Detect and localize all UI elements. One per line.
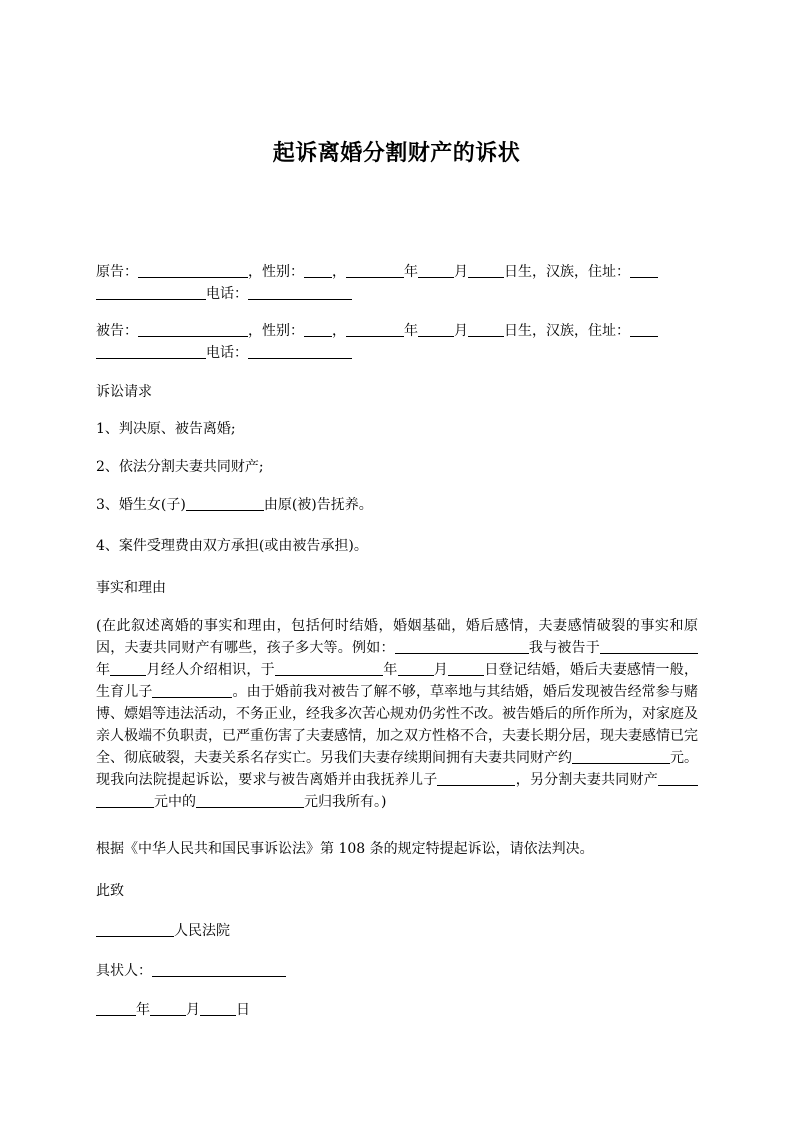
claims-heading: 诉讼请求 xyxy=(96,384,152,400)
claim-item-4: 4、案件受理费由双方承担(或由被告承担)。 xyxy=(96,538,368,554)
plaintiff-year-label: 年 xyxy=(404,264,418,280)
date-month-label: 月 xyxy=(186,1002,200,1018)
signer-line xyxy=(96,960,698,982)
defendant-name-blank xyxy=(138,322,248,337)
signer-label: 具状人： xyxy=(96,963,152,979)
facts-share-blank xyxy=(196,793,304,808)
defendant-comma: ， xyxy=(332,323,346,339)
facts-son-name-blank xyxy=(152,683,232,698)
court-name-blank xyxy=(96,922,174,937)
date-month-blank xyxy=(150,1001,186,1016)
defendant-day-blank xyxy=(468,322,504,337)
plaintiff-info xyxy=(96,261,698,305)
claim-item-3-post: 由原(被)告抚养。 xyxy=(263,497,373,513)
facts-sentence-1: (在此叙述离婚的事实和理由，包括何时结婚，婚姻基础，婚后感情，夫妻感情破裂的事实和原因，夫妻共同财产有哪些，孩子多大等。例如： xyxy=(96,618,698,656)
signer-blank xyxy=(152,962,286,977)
claim-item-2: 2、依法分割夫妻共同财产; xyxy=(96,459,264,475)
facts-marry-year-blank xyxy=(275,661,383,676)
court-line xyxy=(96,920,698,942)
plaintiff-year-blank xyxy=(346,263,404,278)
facts-sentence-12: 元归我所有。) xyxy=(304,794,387,810)
defendant-month-blank xyxy=(418,322,454,337)
legal-basis: 根据《中华人民共和国民事诉讼法》第 108 条的规定特提起诉讼，请依法判决。 xyxy=(96,841,594,857)
defendant-info xyxy=(96,320,698,364)
facts-sentence-4: 月经人介绍相识，于 xyxy=(146,662,275,678)
plaintiff-name-blank xyxy=(138,263,248,278)
plaintiff-address-blank xyxy=(630,263,658,278)
facts-sentence-11: 元中的 xyxy=(154,794,196,810)
facts-marry-day-blank xyxy=(448,661,484,676)
defendant-address-blank-2 xyxy=(96,344,206,359)
facts-son-name-blank-2 xyxy=(437,771,515,786)
defendant-gender-blank xyxy=(304,322,332,337)
court-label: 人民法院 xyxy=(174,923,230,939)
defendant-address-blank xyxy=(630,322,658,337)
defendant-year-label: 年 xyxy=(404,323,418,339)
defendant-month-label: 月 xyxy=(454,323,468,339)
defendant-gender-label: ，性别： xyxy=(248,323,304,339)
document-title: 起诉离婚分割财产的诉状 xyxy=(272,140,521,166)
date-day-label: 日 xyxy=(236,1002,250,1018)
facts-body xyxy=(96,615,698,813)
plaintiff-comma: ， xyxy=(332,264,346,280)
facts-total-blank-a xyxy=(658,771,698,786)
facts-total-blank-b xyxy=(96,793,154,808)
plaintiff-phone-blank xyxy=(248,285,352,300)
defendant-year-blank xyxy=(346,322,404,337)
facts-marry-month-blank xyxy=(398,661,434,676)
facts-year-2: 年 xyxy=(382,662,398,678)
facts-blank-1 xyxy=(395,639,529,654)
claim-item-3 xyxy=(96,494,698,516)
plaintiff-month-blank xyxy=(418,263,454,278)
facts-month-2: 月 xyxy=(433,662,449,678)
date-line xyxy=(96,999,698,1021)
plaintiff-birth-label: 日生，汉族，住址： xyxy=(504,264,630,280)
facts-sentence-2: 我与被告于 xyxy=(528,640,601,656)
plaintiff-label: 原告： xyxy=(96,264,138,280)
closing-salutation: 此致 xyxy=(96,883,124,899)
plaintiff-month-label: 月 xyxy=(454,264,468,280)
child-name-blank xyxy=(186,496,264,511)
defendant-phone-blank xyxy=(248,344,352,359)
facts-sentence-8: 。由于婚前我对被告了解不够，草率地与其结婚，婚后发现被告经常参与赌博、嫖娼等违法活动，不务正业，经我多次苦心规劝仍劣性不改。被告婚后的所作所为，对家庭及亲人极端不负职责，已严重伤害了夫妻感情，加之双方性格不合，夫妻长期分居，现夫妻感情已完全、彻底破裂，夫妻关系名存实亡。另我们夫妻存续期间拥有夫妻共同财产约 xyxy=(96,684,699,766)
defendant-phone-label: 电话： xyxy=(206,345,248,361)
facts-meet-year-blank xyxy=(600,639,698,654)
facts-year-1: 年 xyxy=(96,662,111,678)
plaintiff-phone-label: 电话： xyxy=(206,286,248,302)
facts-property-amount-blank xyxy=(572,749,670,764)
date-year-label: 年 xyxy=(136,1002,150,1018)
plaintiff-day-blank xyxy=(468,263,504,278)
claim-item-1: 1、判决原、被告离婚; xyxy=(96,421,236,437)
facts-sentence-10: ，另分割夫妻共同财产 xyxy=(515,772,658,788)
facts-heading: 事实和理由 xyxy=(96,580,166,596)
defendant-birth-label: 日生，汉族，住址： xyxy=(504,323,630,339)
claim-item-3-pre: 3、婚生女(子) xyxy=(96,497,186,513)
date-year-blank xyxy=(96,1001,136,1016)
date-day-blank xyxy=(200,1001,236,1016)
defendant-label: 被告： xyxy=(96,323,138,339)
facts-sentence-7: 日登记结婚，婚后夫妻感情一般，生育儿子 xyxy=(96,662,699,700)
plaintiff-gender-blank xyxy=(304,263,332,278)
facts-sentence-9: 元。现我向法院提起诉讼，要求与被告离婚并由我抚养儿子 xyxy=(96,750,698,788)
facts-meet-month-blank xyxy=(110,661,146,676)
plaintiff-address-blank-2 xyxy=(96,285,206,300)
plaintiff-gender-label: ，性别： xyxy=(248,264,304,280)
